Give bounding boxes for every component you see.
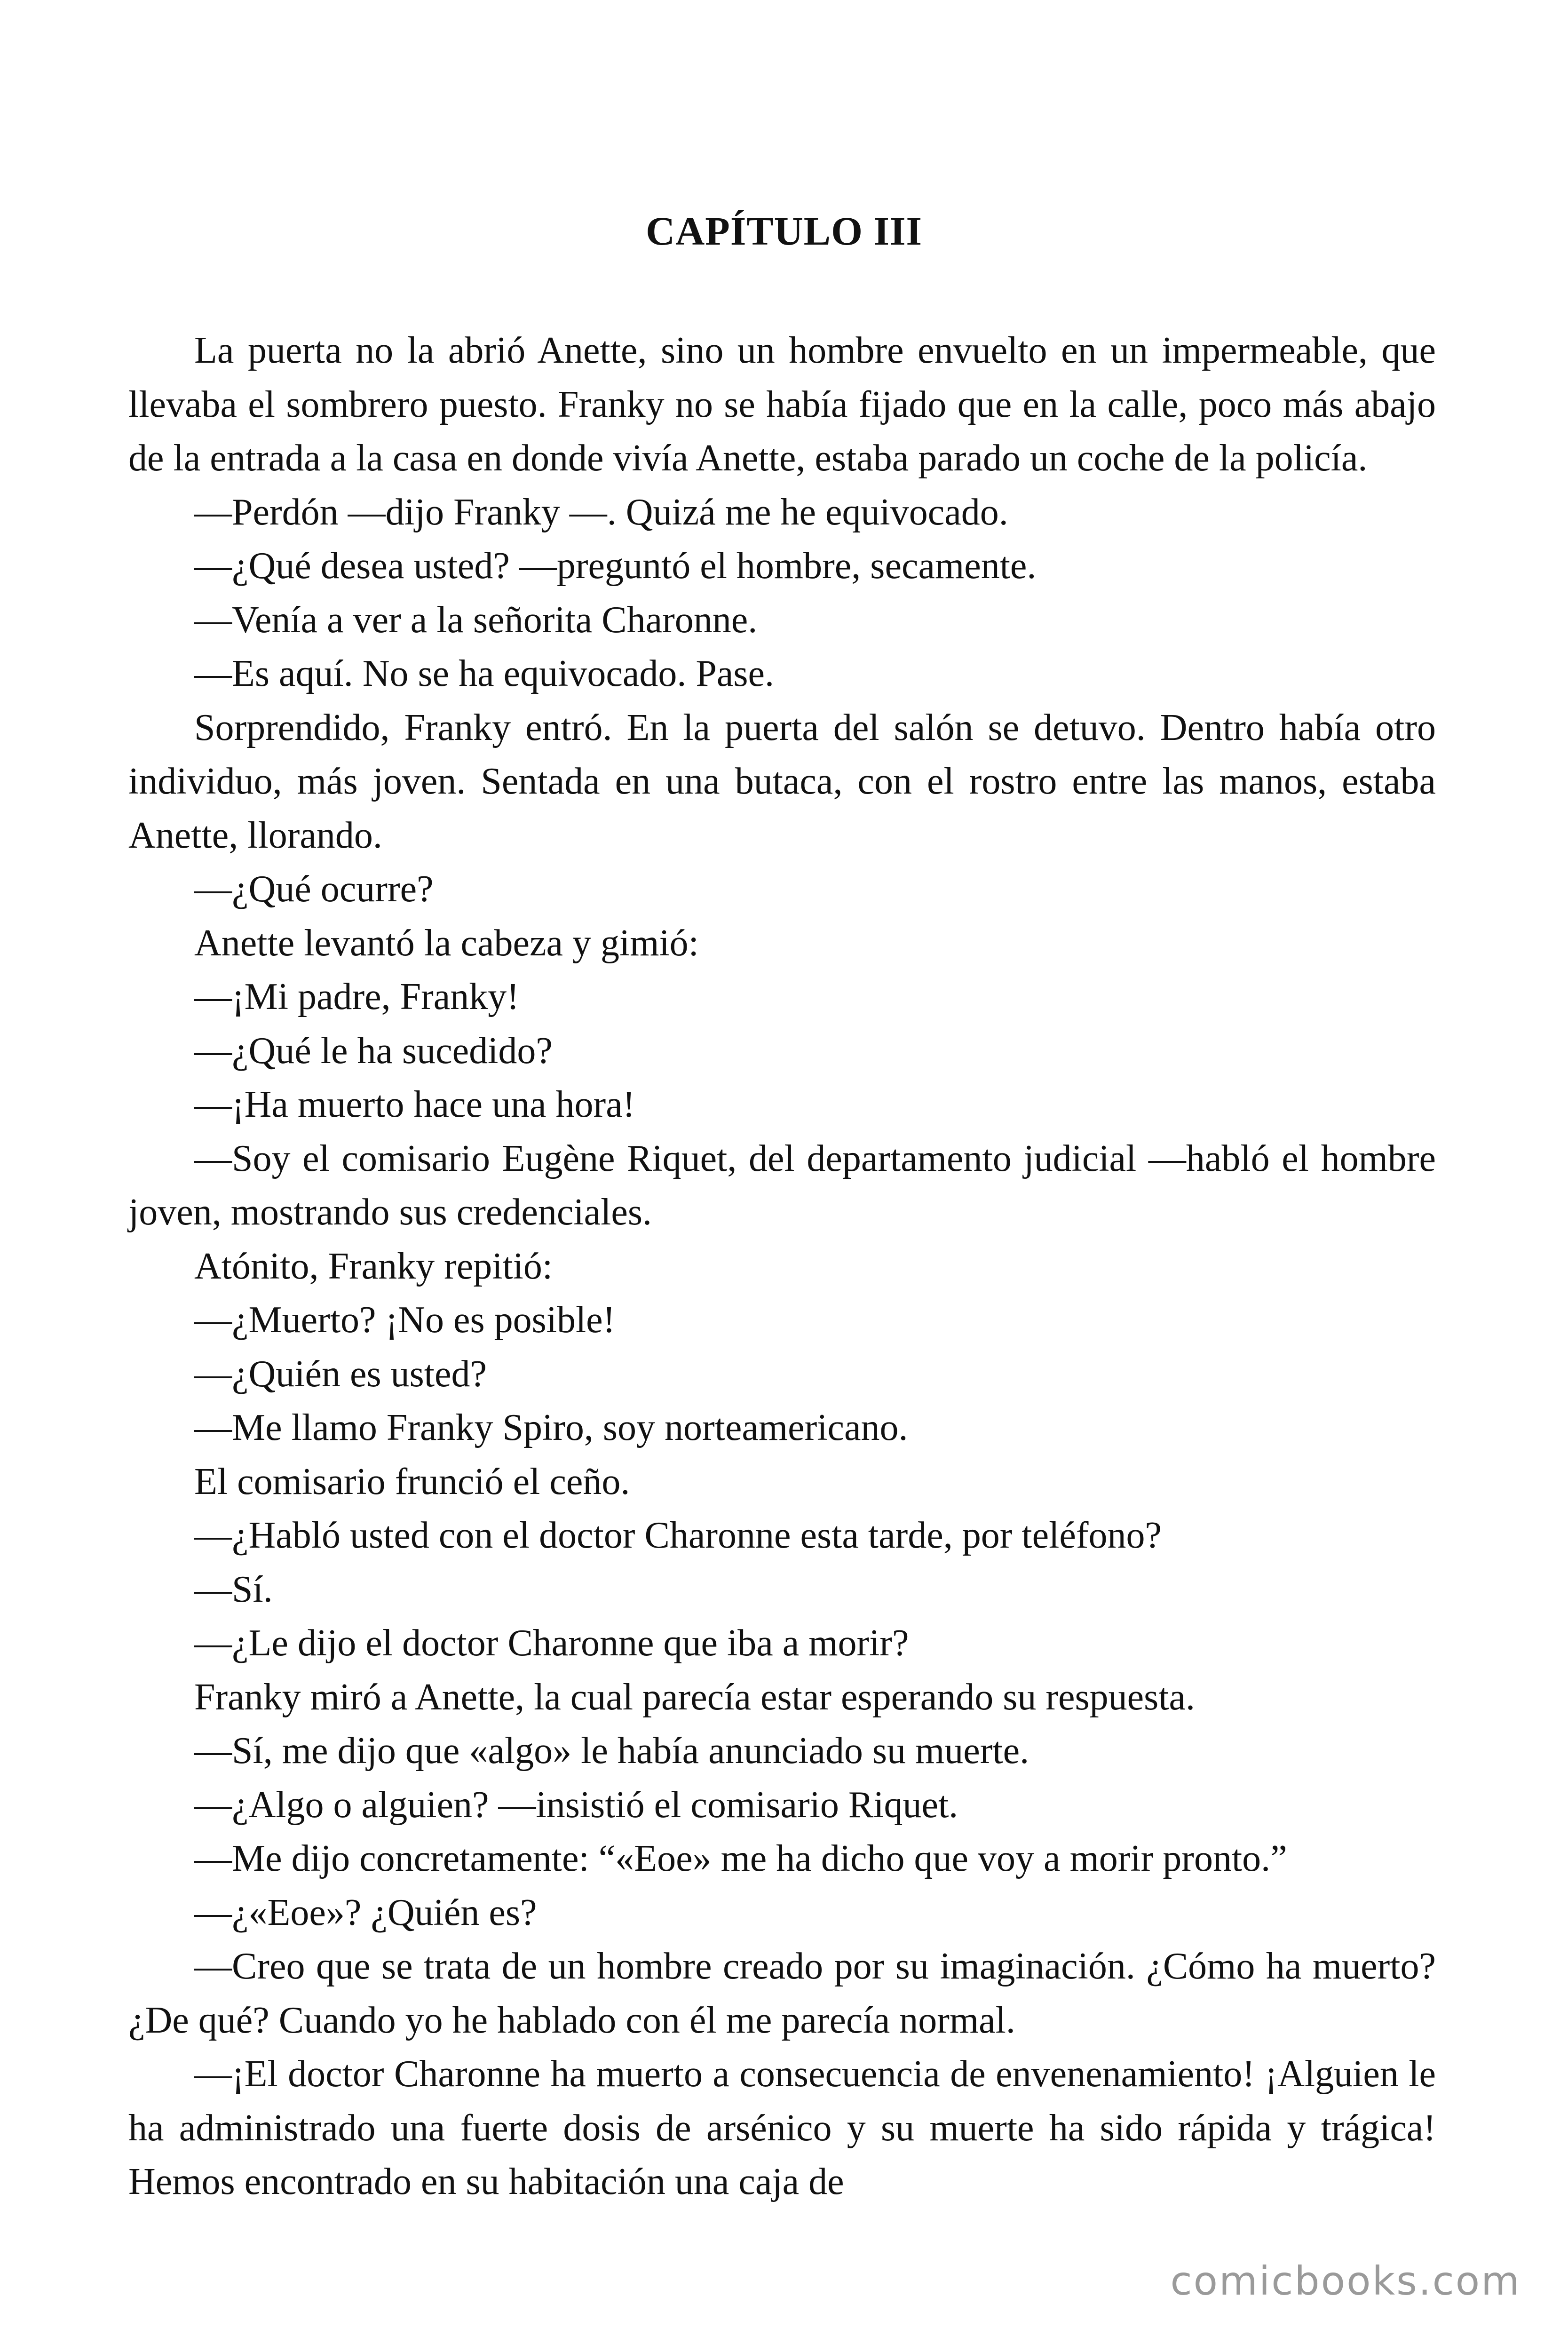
paragraph: Sorprendido, Franky entró. En la puerta del salón se detuvo. Dentro había otro individuo, más joven. Sentada en una butaca, con el rostro entre las manos, estaba Anette, llorando. bbox=[128, 707, 1436, 856]
paragraph: La puerta no la abrió Anette, sino un hombre envuelto en un impermeable, que llevaba el sombrero puesto. Franky no se había fijado que en la calle, poco más abajo de la entrada a la casa en donde vivía Anette, estaba parado un coche de la policía. bbox=[128, 330, 1436, 479]
site-watermark: comicbooks.com bbox=[1165, 2258, 1526, 2304]
paragraph: Atónito, Franky repitió: bbox=[194, 1245, 553, 1287]
paragraph: —¿Habló usted con el doctor Charonne esta tarde, por teléfono? bbox=[194, 1515, 1162, 1556]
paragraph: —Sí. bbox=[194, 1568, 273, 1610]
paragraph: —¿Muerto? ¡No es posible! bbox=[194, 1299, 616, 1341]
paragraph: —¿Le dijo el doctor Charonne que iba a morir? bbox=[194, 1622, 909, 1664]
paragraph: —Perdón —dijo Franky —. Quizá me he equivocado. bbox=[194, 491, 1008, 533]
paragraph: —¿Algo o alguien? —insistió el comisario Riquet. bbox=[194, 1784, 958, 1826]
paragraph: Franky miró a Anette, la cual parecía estar esperando su respuesta. bbox=[194, 1676, 1196, 1718]
paragraph: —¿Qué ocurre? bbox=[194, 868, 434, 910]
paragraph: —¡Ha muerto hace una hora! bbox=[194, 1084, 635, 1125]
paragraph: —Creo que se trata de un hombre creado por su imaginación. ¿Cómo ha muerto? ¿De qué? Cuando yo he hablado con él me parecía normal. bbox=[128, 1946, 1436, 2041]
paragraph: —Sí, me dijo que «algo» le había anunciado su muerte. bbox=[194, 1730, 1029, 1772]
paragraph: El comisario frunció el ceño. bbox=[194, 1461, 630, 1502]
paragraph: —Venía a ver a la señorita Charonne. bbox=[194, 599, 758, 641]
paragraph: —Me llamo Franky Spiro, soy norteamericano. bbox=[194, 1407, 908, 1448]
paragraph: —Soy el comisario Eugène Riquet, del departamento judicial —habló el hombre joven, mostrando sus credenciales. bbox=[128, 1137, 1436, 1233]
paragraph: —¿Quién es usted? bbox=[194, 1353, 487, 1395]
chapter-text bbox=[128, 324, 1436, 2209]
paragraph: —¿«Eoe»? ¿Quién es? bbox=[194, 1891, 537, 1933]
paragraph: —¿Qué le ha sucedido? bbox=[194, 1030, 553, 1072]
paragraph: —¡Mi padre, Franky! bbox=[194, 976, 519, 1017]
paragraph: —Es aquí. No se ha equivocado. Pase. bbox=[194, 653, 775, 694]
paragraph: —¡El doctor Charonne ha muerto a consecuencia de envenenamiento! ¡Alguien le ha administrado una fuerte dosis de arsénico y su muerte ha sido rápida y trágica! Hemos encontrado en su habitación una caja de bbox=[128, 2053, 1436, 2202]
paragraph: Anette levantó la cabeza y gimió: bbox=[194, 922, 699, 964]
chapter-title: CAPÍTULO III bbox=[646, 208, 922, 254]
paragraph: —Me dijo concretamente: “«Eoe» me ha dicho que voy a morir pronto.” bbox=[194, 1838, 1287, 1879]
paragraph: —¿Qué desea usted? —preguntó el hombre, secamente. bbox=[194, 545, 1037, 587]
